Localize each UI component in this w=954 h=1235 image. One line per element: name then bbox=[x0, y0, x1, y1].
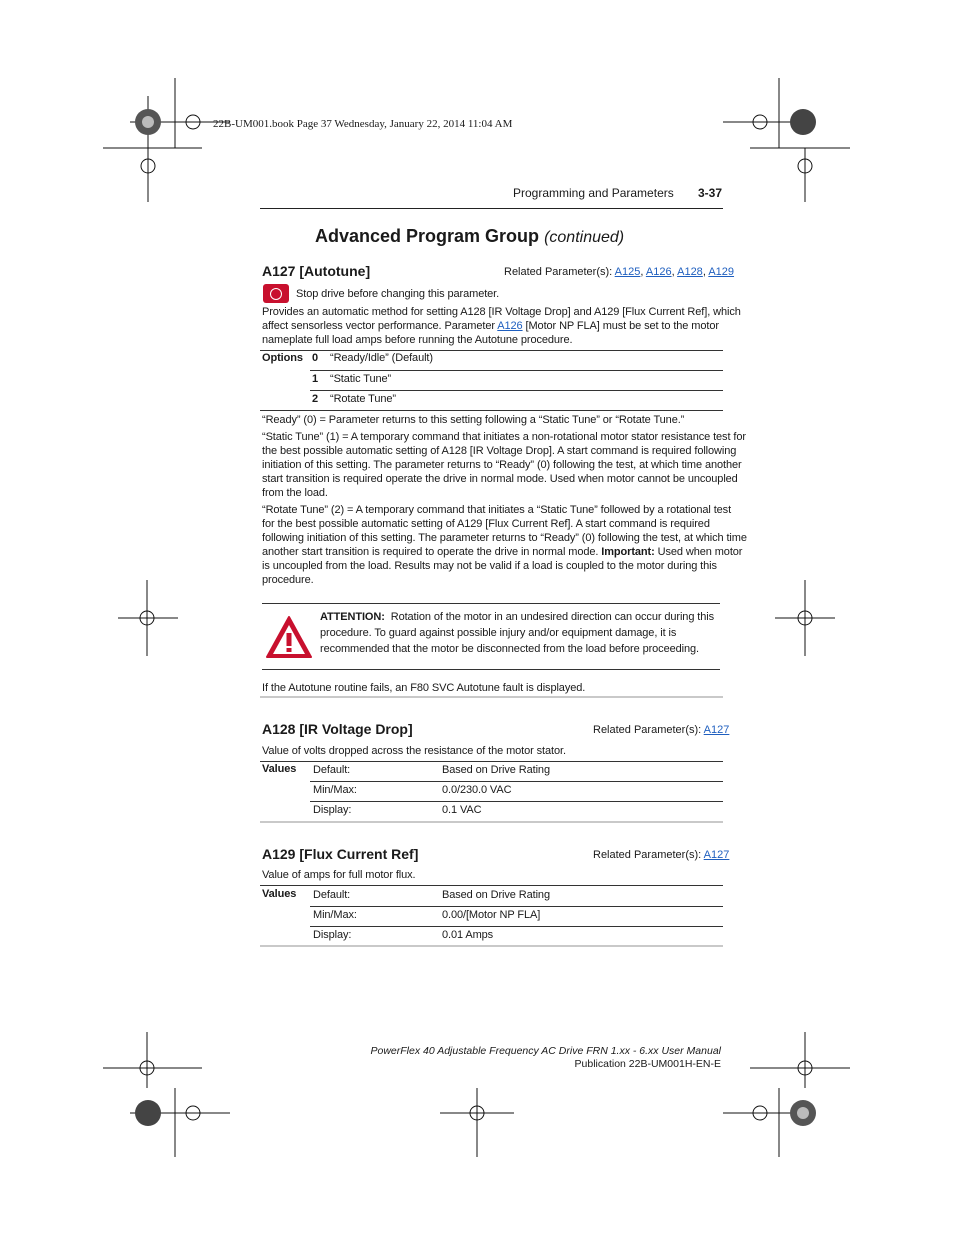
attention-line-1: ATTENTION: Rotation of the motor in an undesired direction can occur during this bbox=[320, 611, 715, 623]
static-line-1: “Static Tune” (1) = A temporary command that initiates a non-rotational motor stator resistance test for bbox=[262, 431, 746, 443]
a128-values-label: Values bbox=[262, 763, 297, 775]
a128-minmax-value: 0.0/230.0 VAC bbox=[442, 784, 512, 796]
header-rule bbox=[260, 208, 723, 209]
option-0-text: “Ready/Idle” (Default) bbox=[330, 352, 433, 364]
link-a127-from-a128[interactable]: A127 bbox=[703, 724, 730, 736]
a128-end-rule bbox=[260, 821, 723, 823]
stop-drive-icon bbox=[263, 284, 289, 303]
a128-default-key: Default: bbox=[313, 764, 351, 776]
a129-display-value: 0.01 Amps bbox=[442, 929, 494, 941]
warning-triangle-icon bbox=[265, 614, 313, 660]
a127-desc-line-3: nameplate full load amps before running the Autotune procedure. bbox=[262, 334, 573, 346]
attention-line-2: procedure. To guard against possible injury and/or equipment damage, it is bbox=[320, 627, 677, 639]
group-title-main: Advanced Program Group bbox=[315, 226, 540, 246]
attention-label: ATTENTION: bbox=[320, 611, 385, 623]
a129-title: A129 [Flux Current Ref] bbox=[262, 846, 419, 862]
a127-end-rule bbox=[260, 696, 723, 698]
a128-values-top-rule bbox=[260, 761, 723, 762]
a129-minmax-key: Min/Max: bbox=[313, 909, 357, 921]
static-line-3: initiation of this setting. The parameter returns to “Ready” (0) following the test, at which time another bbox=[262, 459, 742, 471]
attention-top-rule bbox=[262, 603, 720, 604]
a129-desc: Value of amps for full motor flux. bbox=[262, 869, 416, 881]
rotate-line-3: following initiation of this setting. The parameter returns to “Ready” (0) following the test, at which time bbox=[262, 532, 747, 544]
a128-related-label: Related Parameter(s): bbox=[593, 724, 702, 736]
a129-related bbox=[593, 849, 729, 861]
a129-row-rule-2 bbox=[310, 926, 723, 927]
footer-manual: PowerFlex 40 Adjustable Frequency AC Drive FRN 1.xx - 6.xx User Manual bbox=[370, 1045, 721, 1057]
a129-default-key: Default: bbox=[313, 889, 351, 901]
a127-related-label: Related Parameter(s): bbox=[504, 266, 613, 278]
a129-display-key: Display: bbox=[313, 929, 352, 941]
group-title bbox=[315, 226, 624, 247]
a128-title: A128 [IR Voltage Drop] bbox=[262, 721, 413, 737]
a128-desc: Value of volts dropped across the resistance of the motor stator. bbox=[262, 745, 566, 757]
link-a125[interactable]: A125 bbox=[614, 266, 641, 278]
registration-dot-bottom-left bbox=[135, 1100, 161, 1126]
options-row-rule-1 bbox=[310, 370, 723, 371]
a128-related bbox=[593, 724, 729, 736]
attention-line-3: recommended that the motor be disconnected from the load before proceeding. bbox=[320, 643, 699, 655]
a128-row-rule-1 bbox=[310, 781, 723, 782]
a127-desc-line-1: Provides an automatic method for setting A128 [IR Voltage Drop] and A129 [Flux Current Ref], which bbox=[262, 306, 741, 318]
link-a128[interactable]: A128 bbox=[677, 266, 703, 278]
option-1-text: “Static Tune” bbox=[330, 373, 392, 385]
static-line-5: from the load. bbox=[262, 487, 328, 499]
a129-values-top-rule bbox=[260, 885, 723, 886]
a127-related: Related Parameter(s): A125, A126, A128, A129 bbox=[504, 266, 735, 278]
a129-related-label: Related Parameter(s): bbox=[593, 849, 702, 861]
link-a127-from-a129[interactable]: A127 bbox=[703, 849, 730, 861]
a127-desc-line-2: affect sensorless vector performance. Parameter A126 [Motor NP FLA] must be set to the motor bbox=[262, 320, 719, 332]
a128-display-key: Display: bbox=[313, 804, 352, 816]
group-title-continued: (continued) bbox=[544, 229, 625, 246]
ready-text: “Ready” (0) = Parameter returns to this setting following a “Static Tune” or “Rotate Tune.” bbox=[262, 414, 685, 426]
registration-dot-top-right bbox=[790, 109, 816, 135]
a129-end-rule bbox=[260, 945, 723, 947]
options-row-rule-2 bbox=[310, 390, 723, 391]
footer-publication: Publication 22B-UM001H-EN-E bbox=[574, 1058, 721, 1070]
rotate-line-2: for the best possible automatic setting of A129 [Flux Current Ref]. A start command is required bbox=[262, 518, 710, 530]
autotune-fault-note: If the Autotune routine fails, an F80 SVC Autotune fault is displayed. bbox=[262, 682, 586, 694]
a128-minmax-key: Min/Max: bbox=[313, 784, 357, 796]
a129-default-value: Based on Drive Rating bbox=[442, 889, 550, 901]
link-a129[interactable]: A129 bbox=[708, 266, 735, 278]
page-meta: 22B-UM001.book Page 37 Wednesday, January 22, 2014 11:04 AM bbox=[213, 118, 513, 130]
a129-row-rule-1 bbox=[310, 906, 723, 907]
link-a126[interactable]: A126 bbox=[645, 266, 672, 278]
a127-title: A127 [Autotune] bbox=[262, 263, 371, 279]
a129-minmax-value: 0.00/[Motor NP FLA] bbox=[442, 909, 541, 921]
attention-bottom-rule bbox=[262, 669, 720, 670]
options-bottom-rule bbox=[260, 410, 723, 411]
rotate-line-1: “Rotate Tune” (2) = A temporary command that initiates a “Static Tune” followed by a rotational test bbox=[262, 504, 732, 516]
a128-display-value: 0.1 VAC bbox=[442, 804, 482, 816]
link-a126-inline[interactable]: A126 bbox=[497, 320, 523, 332]
option-2-text: “Rotate Tune” bbox=[330, 393, 396, 405]
option-1-num: 1 bbox=[312, 373, 319, 385]
a128-row-rule-2 bbox=[310, 801, 723, 802]
option-2-num: 2 bbox=[312, 393, 319, 405]
options-label: Options bbox=[262, 352, 303, 364]
option-0-num: 0 bbox=[312, 352, 319, 364]
rotate-line-6: procedure. bbox=[262, 574, 314, 586]
static-line-2: the best possible automatic setting of A128 [IR Voltage Drop]. A start command is required following bbox=[262, 445, 737, 457]
static-line-4: start transition is required operate the drive in normal mode. Used when motor cannot be uncoupled bbox=[262, 473, 738, 485]
rotate-line-5: is uncoupled from the load. Results may not be valid if a load is coupled to the motor during this bbox=[262, 560, 717, 572]
header-section: Programming and Parameters bbox=[513, 186, 674, 200]
rotate-line-4: another start transition is required to operate the drive in normal mode. Important: Used when motor bbox=[262, 546, 743, 558]
a128-default-value: Based on Drive Rating bbox=[442, 764, 550, 776]
header-page-number: 3-37 bbox=[698, 186, 723, 200]
a127-stop-note: Stop drive before changing this parameter. bbox=[296, 288, 500, 300]
a129-values-label: Values bbox=[262, 888, 297, 900]
